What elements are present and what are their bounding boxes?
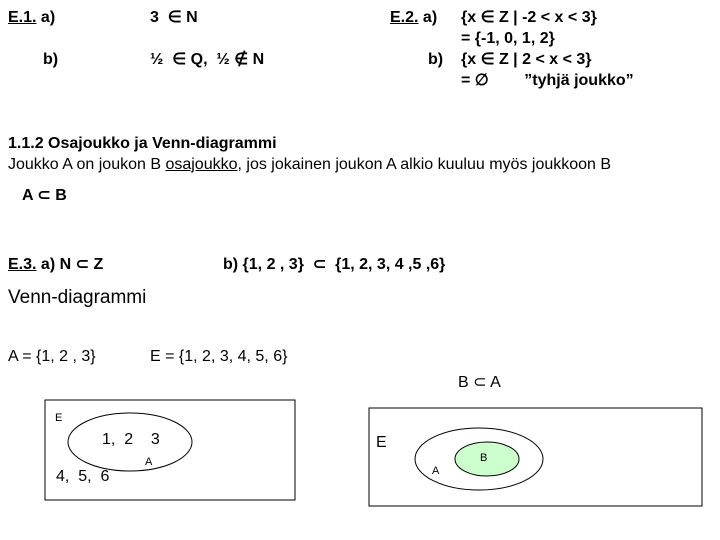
definition-suffix: , jos jokainen joukon A alkio kuuluu myös joukkoon B	[237, 156, 612, 173]
section-heading: 1.1.2 Osajoukko ja Venn-diagrammi	[8, 135, 277, 152]
left-set-a-label: A	[145, 456, 153, 468]
e2-a-marker: a)	[422, 9, 438, 26]
right-set-a-label: A	[432, 465, 440, 477]
set-e-definition: E = {1, 2, 3, 4, 5, 6}	[150, 348, 288, 365]
e1-b-marker: b)	[43, 51, 59, 68]
e1-a-marker: a)	[40, 9, 56, 26]
right-universe-rect	[369, 408, 702, 506]
set-a-definition: A = {1, 2 , 3}	[8, 348, 96, 365]
e2-b-line2: = ∅ ”tyhjä joukko”	[461, 72, 634, 89]
e1-b-expression: ½ ∈ Q, ½ ∉ N	[150, 51, 265, 68]
e3-a: a) N ⊂ Z	[36, 256, 104, 273]
definition-prefix: Joukko A on joukon B	[8, 156, 166, 173]
left-inner-elements: 1, 2 3	[102, 431, 160, 448]
left-outer-elements: 4, 5, 6	[56, 468, 110, 485]
right-universe-label: E	[376, 434, 387, 451]
right-set-b-label: B	[480, 452, 488, 464]
e3-b: b) {1, 2 , 3} ⊂ {1, 2, 3, 4 ,5 ,6}	[223, 256, 446, 273]
e2-a-line1: {x ∈ Z | -2 < x < 3}	[461, 9, 597, 26]
left-universe-label: E	[55, 412, 63, 424]
e3-label: E.3.	[8, 256, 37, 273]
e2-label: E.2.	[390, 9, 419, 26]
subset-notation: A ⊂ B	[22, 187, 67, 204]
e1-label: E.1.	[8, 9, 37, 26]
e1-a-expression: 3 ∈ N	[150, 9, 198, 26]
definition-term: osajoukko	[165, 156, 238, 173]
e2-a-line2: = {-1, 0, 1, 2}	[461, 30, 555, 47]
e2-b-marker: b)	[428, 51, 444, 68]
e2-b-line1: {x ∈ Z | 2 < x < 3}	[461, 51, 592, 68]
b-subset-a-notation: B ⊂ A	[458, 374, 501, 391]
venn-heading: Venn-diagrammi	[8, 287, 147, 308]
